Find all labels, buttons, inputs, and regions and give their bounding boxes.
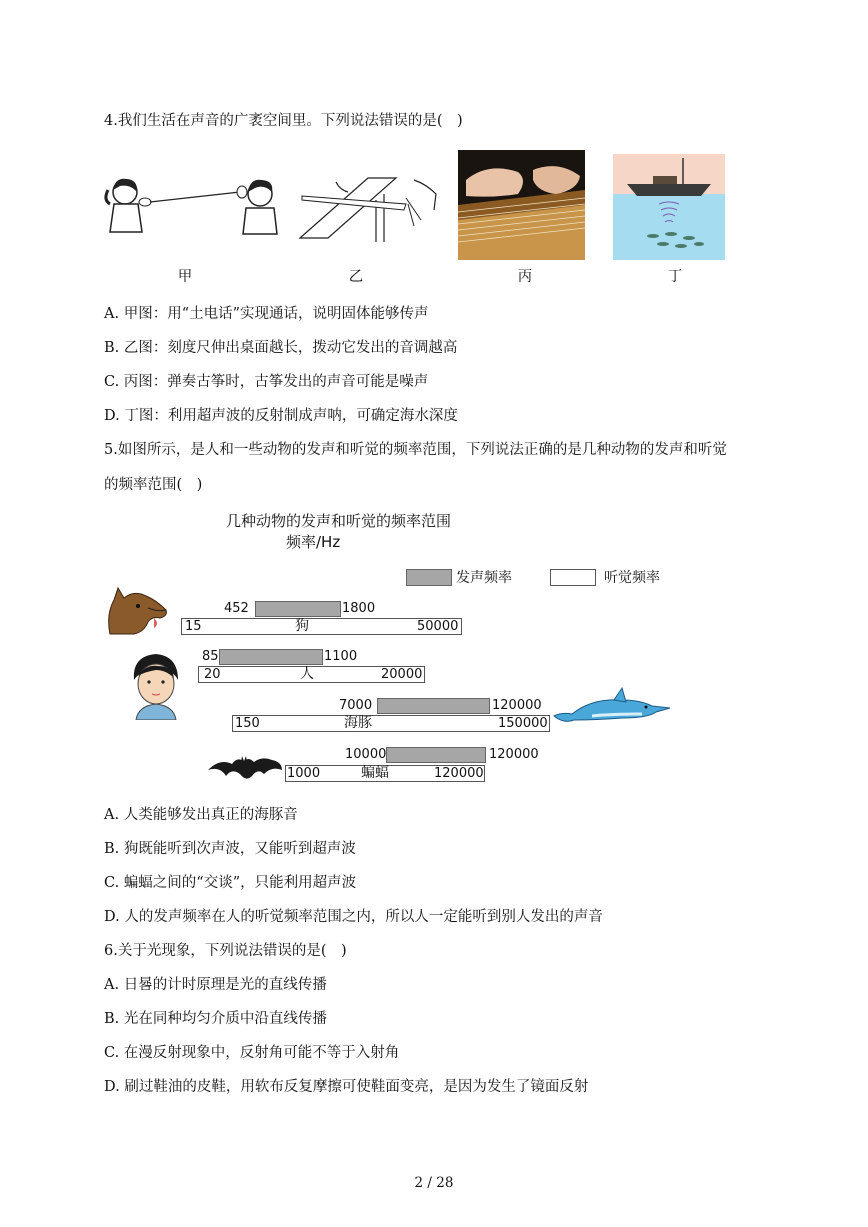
bat-icon: [206, 752, 284, 788]
q5-stem-line1: 5.如图所示，是人和一些动物的发声和听觉的频率范围，下列说法正确的是几种动物的发声和听觉: [104, 442, 727, 458]
human-vocal-min: 85: [202, 649, 219, 664]
q4-option-c: C. 丙图：弹奏古筝时，古筝发出的声音可能是噪声: [104, 374, 429, 390]
caption-yi: 乙: [348, 269, 364, 285]
figure-jia-string-telephone: [100, 172, 280, 242]
dolphin-icon: [552, 686, 672, 726]
q5-option-b: B. 狗既能听到次声波，又能听到超声波: [104, 841, 356, 857]
bat-hearing-min: 1000: [287, 766, 321, 781]
caption-ding: 丁: [667, 269, 683, 285]
q4-option-d: D. 丁图：利用超声波的反射制成声呐，可确定海水深度: [104, 408, 458, 424]
dog-vocal-bar: [255, 601, 341, 617]
q6-option-b: B. 光在同种均匀介质中沿直线传播: [104, 1011, 327, 1027]
dog-vocal-max: 1800: [342, 601, 376, 616]
figure-bing-guzheng-photo: [458, 150, 585, 260]
person-icon: [126, 650, 184, 720]
q5-option-d: D. 人的发声频率在人的听觉频率范围之内，所以人一定能听到别人发出的声音: [104, 909, 603, 925]
q4-stem: 4.我们生活在声音的广袤空间里。下列说法错误的是( ): [104, 113, 463, 129]
chart-title: 几种动物的发声和听觉的频率范围: [226, 512, 452, 530]
bat-vocal-max: 120000: [489, 747, 539, 762]
chart-subtitle: 频率/Hz: [286, 533, 341, 551]
legend-label-vocal: 发声频率: [456, 570, 512, 586]
q6-stem: 6.关于光现象，下列说法错误的是( ): [104, 943, 347, 959]
human-vocal-max: 1100: [324, 649, 358, 664]
q4-option-a: A. 甲图：用“土电话”实现通话，说明固体能够传声: [104, 306, 429, 322]
figure-ding-sonar-ship: [613, 154, 725, 260]
dog-icon: [104, 584, 170, 636]
bat-vocal-min: 10000: [345, 747, 387, 762]
bat-vocal-bar: [386, 747, 486, 763]
q5-stem-line2: 的频率范围( ): [104, 477, 203, 493]
q6-option-c: C. 在漫反射现象中，反射角可能不等于入射角: [104, 1045, 400, 1061]
dolphin-vocal-min: 7000: [339, 698, 373, 713]
q4-option-b: B. 乙图：刻度尺伸出桌面越长，拨动它发出的音调越高: [104, 340, 458, 356]
q5-option-c: C. 蝙蝠之间的“交谈”，只能利用超声波: [104, 875, 357, 891]
dolphin-hearing-min: 150: [235, 716, 260, 731]
legend-swatch-vocal: [406, 569, 452, 586]
legend-label-hearing: 听觉频率: [604, 570, 660, 586]
caption-jia: 甲: [177, 269, 193, 285]
dog-hearing-max: 50000: [417, 619, 459, 634]
human-vocal-bar: [219, 649, 323, 665]
caption-bing: 丙: [517, 269, 533, 285]
q6-option-d: D. 刷过鞋油的皮鞋，用软布反复摩擦可使鞋面变亮，是因为发生了镜面反射: [104, 1079, 589, 1095]
dolphin-name: 海豚: [344, 715, 372, 731]
legend-swatch-hearing: [550, 569, 596, 586]
q6-option-a: A. 日晷的计时原理是光的直线传播: [104, 977, 327, 993]
human-hearing-max: 20000: [381, 667, 423, 682]
q5-option-a: A. 人类能够发出真正的海豚音: [104, 807, 298, 823]
dolphin-vocal-bar: [377, 698, 490, 714]
bat-hearing-max: 120000: [434, 766, 484, 781]
human-hearing-min: 20: [204, 667, 221, 682]
dolphin-hearing-max: 150000: [498, 716, 548, 731]
human-name: 人: [300, 666, 314, 682]
dolphin-vocal-max: 120000: [492, 698, 542, 713]
bat-name: 蝙蝠: [361, 765, 389, 781]
page-number: 2 / 28: [414, 1175, 454, 1191]
dog-hearing-min: 15: [185, 619, 202, 634]
dog-name: 狗: [295, 618, 309, 634]
figure-yi-ruler-on-table: [296, 160, 444, 244]
dog-vocal-min: 452: [224, 601, 249, 616]
